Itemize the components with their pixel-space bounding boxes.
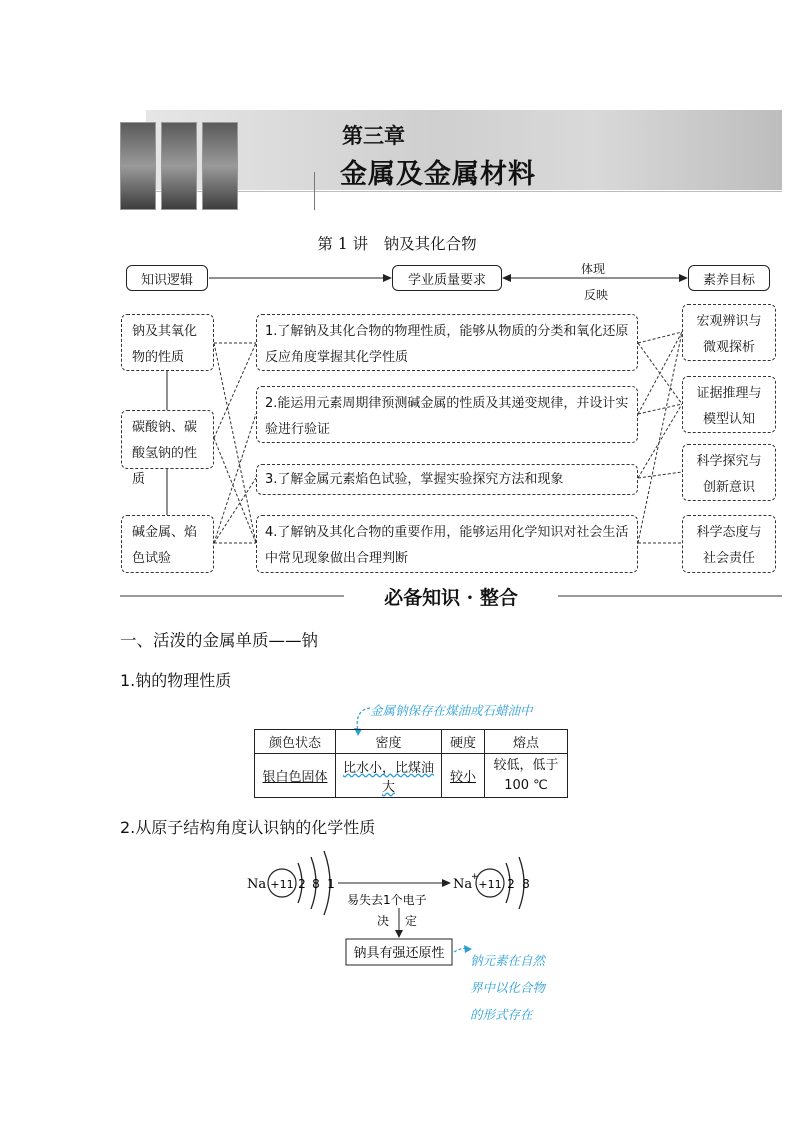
shell-count: 2 bbox=[298, 877, 306, 891]
ion-symbol: Na bbox=[453, 877, 473, 892]
header-competency-goals: 素养目标 bbox=[688, 265, 770, 291]
goal-item-inquiry: 科学探究与创新意识 bbox=[682, 444, 776, 501]
section-title: 必备知识 · 整合 bbox=[384, 587, 518, 609]
table-header: 密度 bbox=[336, 730, 442, 754]
ion-charge: + bbox=[471, 872, 479, 882]
table-header: 熔点 bbox=[485, 730, 568, 754]
storage-note: 金属钠保存在煤油或石蜡油中 bbox=[370, 703, 533, 718]
ion-nucleus-charge: +11 bbox=[478, 878, 502, 891]
chapter-number: 第三章 bbox=[342, 123, 405, 148]
subheading-physical: 1.钠的物理性质 bbox=[120, 671, 232, 690]
subheading-chemical: 2.从原子结构角度认识钠的化学性质 bbox=[120, 818, 376, 837]
header-knowledge-logic: 知识逻辑 bbox=[126, 265, 208, 291]
requirement-item-2: 2.能运用元素周期律预测碱金属的性质及其递变规律，并设计实验进行验证 bbox=[256, 386, 638, 443]
table-header: 颜色状态 bbox=[255, 730, 336, 754]
table-cell: 较低，低于 100 ℃ bbox=[485, 754, 568, 798]
section-divider bbox=[120, 583, 782, 609]
left-mid-links bbox=[214, 343, 256, 543]
chapter-title: 金属及金属材料 bbox=[340, 159, 536, 190]
lesson-title: 第 1 讲 钠及其化合物 bbox=[317, 235, 477, 253]
shell-count: 8 bbox=[312, 877, 320, 891]
mid-right-links bbox=[638, 332, 682, 543]
table-cell: 银白色固体 bbox=[262, 770, 328, 785]
requirement-item-4: 4.了解钠及其化合物的重要作用，能够运用化学知识对社会生活中常见现象做出合理判断 bbox=[256, 515, 638, 573]
goal-item-evidence-model: 证据推理与模型认知 bbox=[682, 376, 776, 433]
logic-item-alkali-metals: 碱金属、焰色试验 bbox=[121, 515, 214, 573]
nature-note: 钠元素在自然界中以化合物的形式存在 bbox=[470, 953, 546, 1022]
logic-item-carbonates: 碳酸钠、碳酸氢钠的性质 bbox=[121, 410, 214, 469]
shell-count: 1 bbox=[327, 877, 335, 891]
ion-shell-count: 2 bbox=[507, 877, 515, 891]
table-header: 硬度 bbox=[442, 730, 485, 754]
na-symbol: Na bbox=[247, 877, 267, 892]
heading-sodium: 一、活泼的金属单质——钠 bbox=[120, 631, 318, 650]
logic-item-sodium-oxides: 钠及其氧化物的性质 bbox=[121, 314, 214, 371]
header-quality-requirements: 学业质量要求 bbox=[392, 265, 502, 291]
table-cell: 比水小，比煤油大 bbox=[342, 760, 434, 795]
arrow-head bbox=[383, 274, 392, 282]
decide-char-1: 决 bbox=[377, 914, 390, 928]
goal-item-macro-micro: 宏观辨识与微观探析 bbox=[682, 304, 776, 361]
arrow-head bbox=[502, 274, 511, 282]
arrow-label-mirror: 反映 bbox=[584, 288, 609, 302]
arrow-label-reflect: 体现 bbox=[581, 262, 606, 276]
table-cell: 较小 bbox=[449, 770, 476, 785]
reducing-label: 钠具有强还原性 bbox=[353, 946, 445, 961]
arrow-head bbox=[679, 274, 688, 282]
sodium-properties-table bbox=[254, 729, 568, 798]
requirement-item-1: 1.了解钠及其化合物的物理性质，能够从物质的分类和氧化还原反应角度掌握其化学性质 bbox=[256, 314, 638, 371]
decide-char-2: 定 bbox=[405, 914, 418, 928]
goal-item-responsibility: 科学态度与社会责任 bbox=[682, 515, 776, 573]
requirement-item-3: 3.了解金属元素焰色试验，掌握实验探究方法和现象 bbox=[256, 464, 638, 495]
ion-shell-count: 8 bbox=[522, 877, 530, 891]
lose-electron-label: 易失去1个电子 bbox=[347, 893, 427, 907]
na-nucleus-charge: +11 bbox=[270, 878, 294, 891]
